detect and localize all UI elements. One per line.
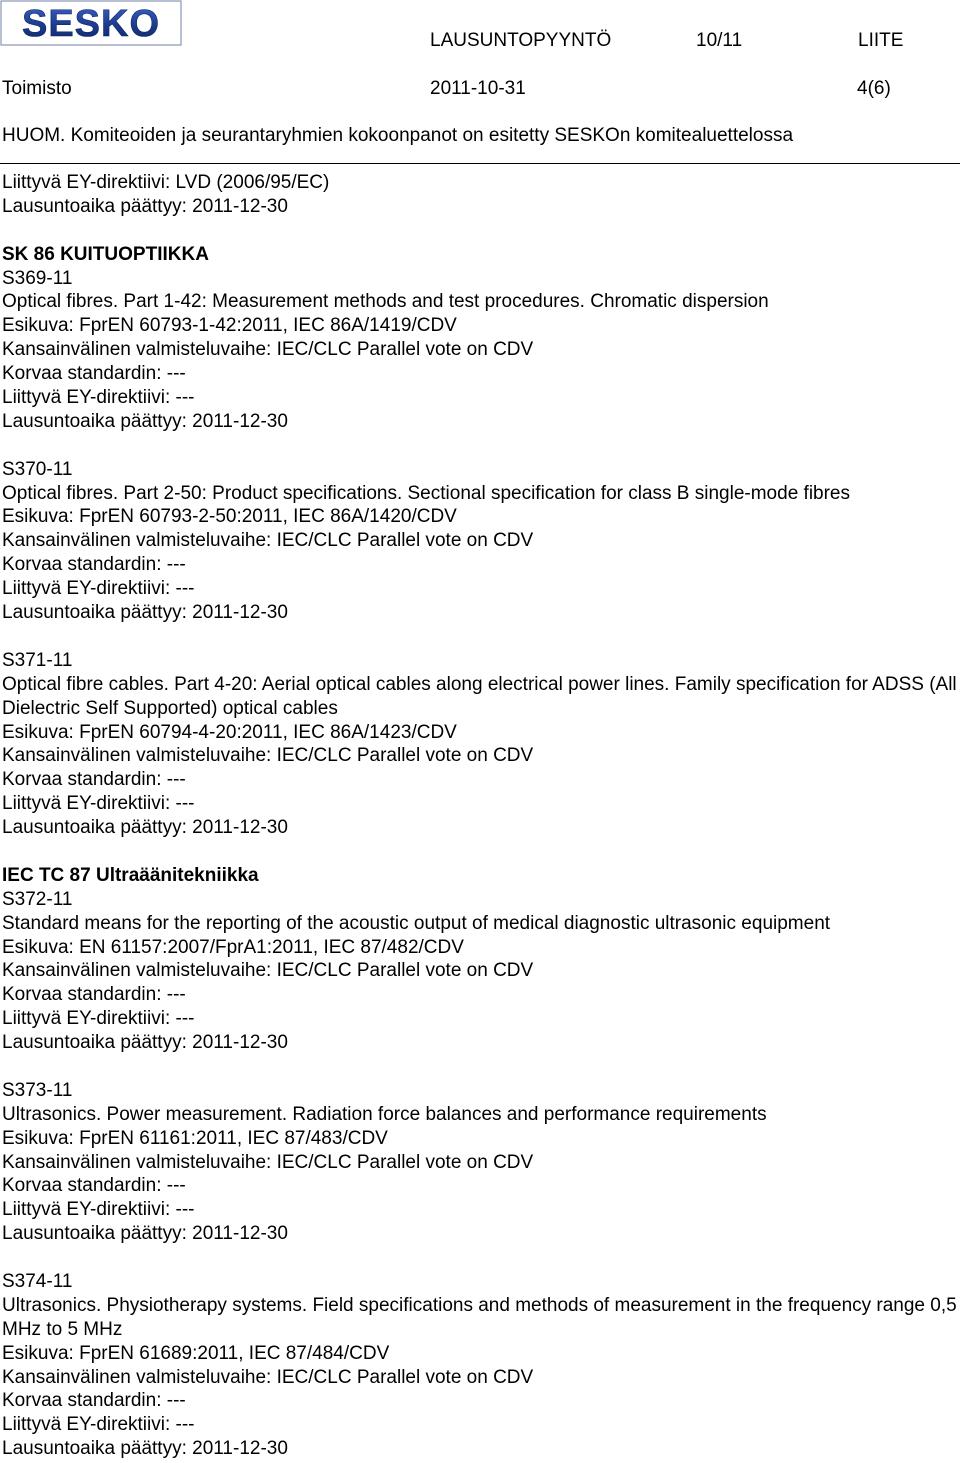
entry-id: S374-11 xyxy=(2,1271,73,1292)
entry-source: Esikuva: EN 61157:2007/FprA1:2011, IEC 87/482/CDV xyxy=(2,936,464,958)
entry-source: Esikuva: FprEN 60793-2-50:2011, IEC 86A/1420/CDV xyxy=(2,506,457,528)
standard-entry xyxy=(2,1270,957,1461)
entry-stage: Kansainvälinen valmisteluvaihe: IEC/CLC Parallel vote on CDV xyxy=(2,530,534,552)
committee-heading: SK 86 KUITUOPTIIKKA xyxy=(2,243,209,265)
entry-id: S370-11 xyxy=(2,458,73,480)
entry-directive: Liittyvä EY-direktiivi: --- xyxy=(2,1199,195,1221)
entry-stage: Kansainvälinen valmisteluvaihe: IEC/CLC Parallel vote on CDV xyxy=(2,1151,534,1173)
entry-stage: Kansainvälinen valmisteluvaihe: IEC/CLC Parallel vote on CDV xyxy=(2,339,534,361)
office-label: Toimisto xyxy=(2,78,72,99)
entry-directive: Liittyvä EY-direktiivi: --- xyxy=(2,793,195,815)
entry-id: S371-11 xyxy=(2,649,73,671)
entry-source: Esikuva: FprEN 61161:2011, IEC 87/483/CDV xyxy=(2,1127,388,1149)
entry-replaces: Korvaa standardin: --- xyxy=(2,1390,186,1412)
entry-title: Ultrasonics. Physiotherapy systems. Field specifications and methods of measurement in the frequency range 0,5 MHz to 5 MHz xyxy=(2,1294,957,1340)
entry-title: Standard means for the reporting of the acoustic output of medical diagnostic ultrasonic equipment xyxy=(2,912,831,934)
entry-replaces: Korvaa standardin: --- xyxy=(2,554,186,576)
standard-entry xyxy=(2,649,957,840)
entry-directive: Liittyvä EY-direktiivi: --- xyxy=(2,1414,195,1436)
entry-title: Optical fibres. Part 2-50: Product specifications. Sectional specification for class B single-mode fibres xyxy=(2,482,850,504)
entry-deadline: Lausuntoaika päättyy: 2011-12-30 xyxy=(2,1438,288,1460)
sesko-logo xyxy=(0,0,182,46)
entry-stage: Kansainvälinen valmisteluvaihe: IEC/CLC Parallel vote on CDV xyxy=(2,960,534,982)
doc-date: 2011-10-31 xyxy=(430,78,526,99)
entry-id: S373-11 xyxy=(2,1079,73,1101)
standard-entry xyxy=(2,1079,957,1246)
entry-deadline: Lausuntoaika päättyy: 2011-12-30 xyxy=(2,817,288,839)
entry-deadline: Lausuntoaika päättyy: 2011-12-30 xyxy=(2,410,288,432)
document-body xyxy=(2,171,957,1461)
standard-entry xyxy=(2,888,957,1055)
doc-number: 10/11 xyxy=(696,30,743,51)
entry-replaces: Korvaa standardin: --- xyxy=(2,363,186,385)
entry-stage: Kansainvälinen valmisteluvaihe: IEC/CLC Parallel vote on CDV xyxy=(2,1366,534,1388)
doc-type: LAUSUNTOPYYNTÖ xyxy=(430,30,612,51)
entry-title: Optical fibres. Part 1-42: Measurement methods and test procedures. Chromatic dispersion xyxy=(2,291,769,313)
entry-replaces: Korvaa standardin: --- xyxy=(2,1175,186,1197)
entry-replaces: Korvaa standardin: --- xyxy=(2,984,186,1006)
standard-entry xyxy=(2,267,957,434)
entry-stage: Kansainvälinen valmisteluvaihe: IEC/CLC Parallel vote on CDV xyxy=(2,745,534,767)
entry-title: Optical fibre cables. Part 4-20: Aerial optical cables along electrical power lines. Family specification for ADSS (All Dielectric Self Supported) optical cables xyxy=(2,673,957,719)
entry-source: Esikuva: FprEN 61689:2011, IEC 87/484/CDV xyxy=(2,1342,390,1364)
entry-id: S369-11 xyxy=(2,267,73,289)
entry-deadline: Lausuntoaika päättyy: 2011-12-30 xyxy=(2,1032,288,1054)
intro-deadline: Lausuntoaika päättyy: 2011-12-30 xyxy=(2,195,288,217)
entry-source: Esikuva: FprEN 60793-1-42:2011, IEC 86A/1419/CDV xyxy=(2,315,457,337)
entry-deadline: Lausuntoaika päättyy: 2011-12-30 xyxy=(2,1223,288,1245)
header-divider xyxy=(0,163,960,164)
standard-entry xyxy=(2,458,957,625)
appendix-label: LIITE xyxy=(858,30,904,51)
intro-directive: Liittyvä EY-direktiivi: LVD (2006/95/EC) xyxy=(2,172,330,193)
entry-deadline: Lausuntoaika päättyy: 2011-12-30 xyxy=(2,602,288,624)
entry-directive: Liittyvä EY-direktiivi: --- xyxy=(2,578,195,600)
committee-note: HUOM. Komiteoiden ja seurantaryhmien kokoonpanot on esitetty SESKOn komitealuettelossa xyxy=(2,125,794,146)
entry-title: Ultrasonics. Power measurement. Radiation force balances and performance requirements xyxy=(2,1103,767,1125)
page-number: 4(6) xyxy=(857,78,891,99)
entry-directive: Liittyvä EY-direktiivi: --- xyxy=(2,387,195,409)
entry-replaces: Korvaa standardin: --- xyxy=(2,769,186,791)
entry-source: Esikuva: FprEN 60794-4-20:2011, IEC 86A/1423/CDV xyxy=(2,721,457,743)
entry-directive: Liittyvä EY-direktiivi: --- xyxy=(2,1008,195,1030)
committee-heading: IEC TC 87 Ultraäänitekniikka xyxy=(2,864,259,886)
entry-id: S372-11 xyxy=(2,888,73,910)
svg-text:SESKO: SESKO xyxy=(21,3,161,45)
